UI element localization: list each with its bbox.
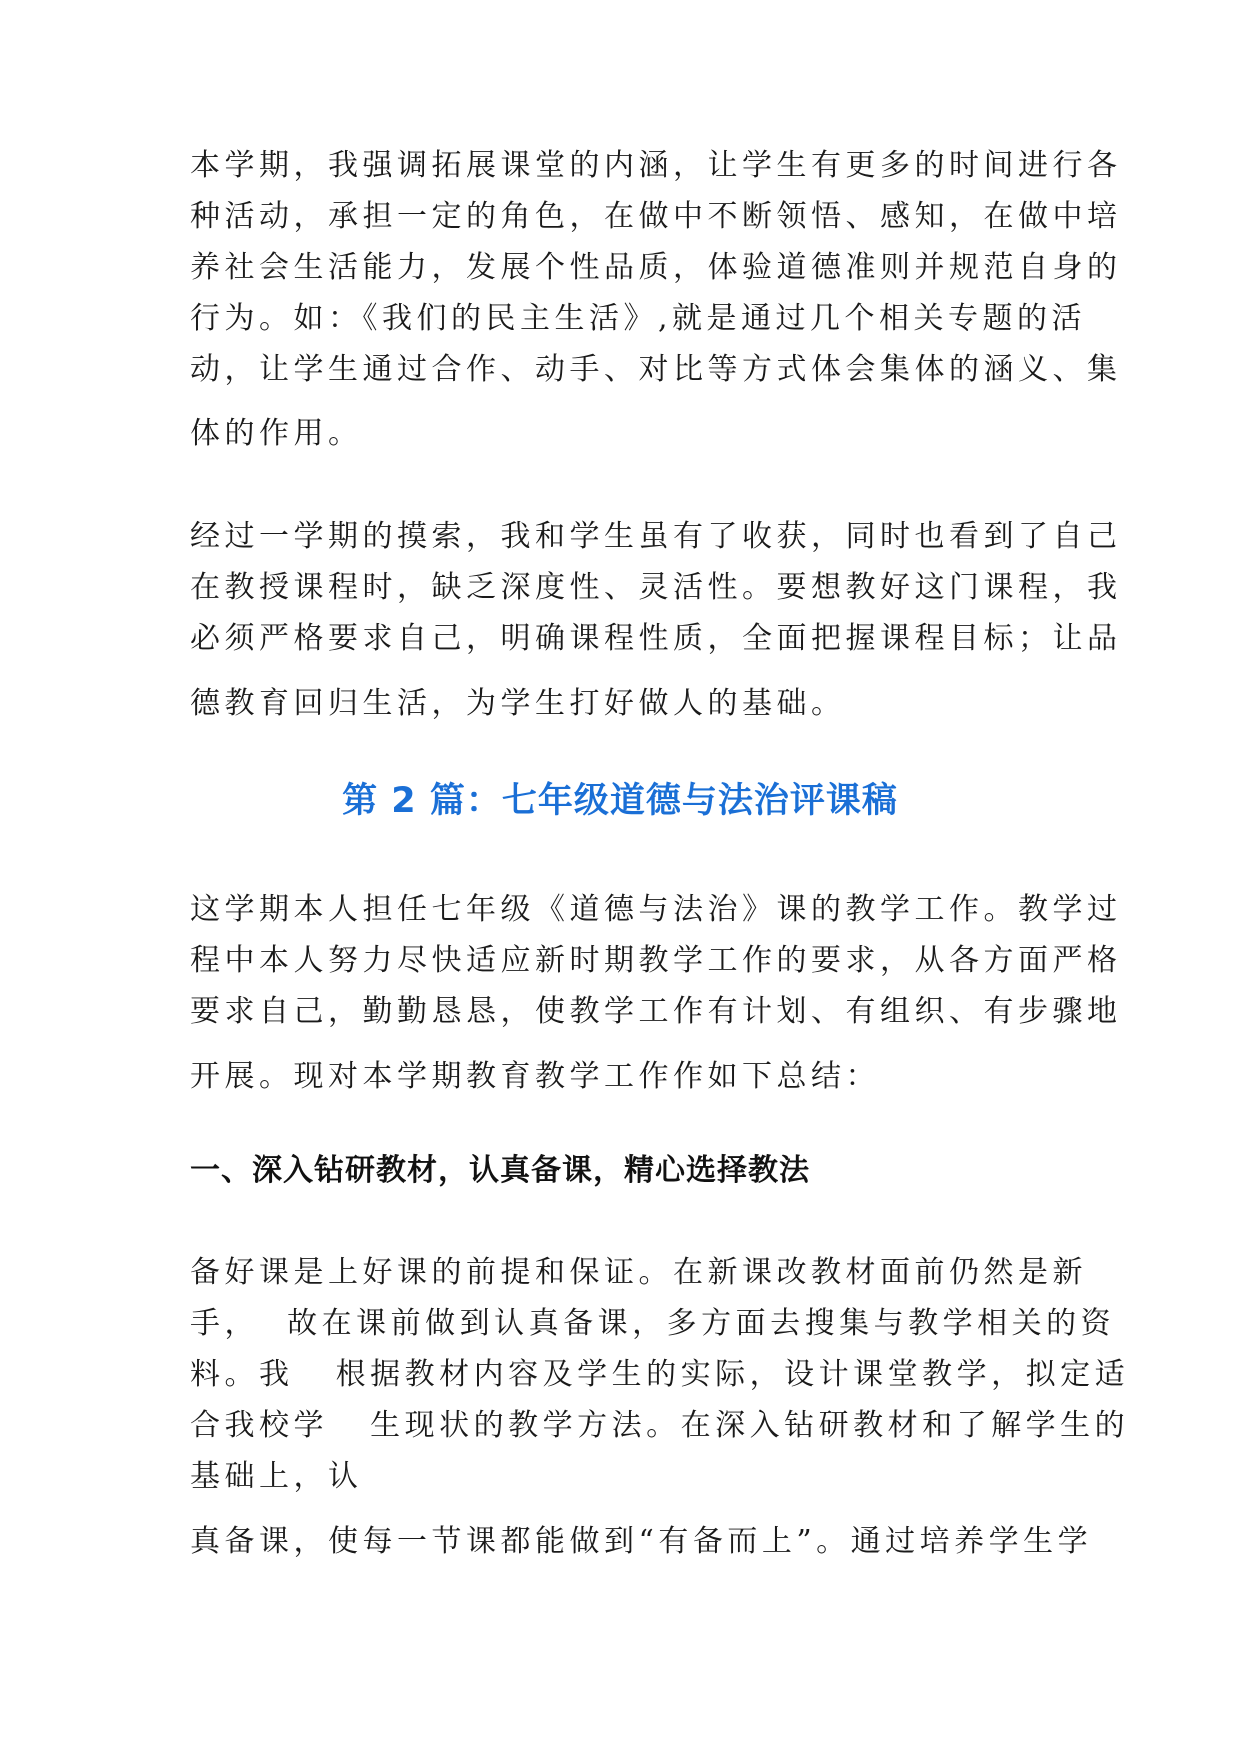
paragraph-line: 真备课，使每一节课都能做到“有备而上”。通过培养学生学 [190, 1524, 1093, 1559]
paragraph-line: 备好课是上好课的前提和保证。在新课改教材面前仍然是新 [190, 1255, 1087, 1290]
section-heading: 一、深入钻研教材，认真备课，精心选择教法 [190, 1153, 810, 1188]
paragraph-line: 经过一学期的摸索，我和学生虽有了收获，同时也看到了自己 [190, 519, 1122, 554]
paragraph-line: 动，让学生通过合作、动手、对比等方式体会集体的涵义、集 [190, 352, 1122, 387]
paragraph-line: 料。我 根据教材内容及学生的实际，设计课堂教学，拟定适 [190, 1357, 1130, 1392]
paragraph-line: 手， 故在课前做到认真备课，多方面去搜集与教学相关的资 [190, 1306, 1116, 1341]
paragraph-line: 本学期，我强调拓展课堂的内涵，让学生有更多的时间进行各 [190, 148, 1122, 183]
paragraph-line: 德教育回归生活，为学生打好做人的基础。 [190, 686, 846, 721]
paragraph-line: 行为。如：《我们的民主生活》,就是通过几个相关专题的活 [190, 301, 1087, 336]
paragraph-line: 这学期本人担任七年级《道德与法治》课的教学工作。教学过 [190, 892, 1122, 927]
paragraph-line: 体的作用。 [190, 416, 363, 451]
paragraph-line: 程中本人努力尽快适应新时期教学工作的要求，从各方面严格 [190, 943, 1122, 978]
paragraph-line: 养社会生活能力，发展个性品质，体验道德准则并规范自身的 [190, 250, 1122, 285]
paragraph-line: 合我校学 生现状的教学方法。在深入钻研教材和了解学生的 [190, 1408, 1130, 1443]
paragraph-line: 种活动，承担一定的角色，在做中不断领悟、感知，在做中培 [190, 199, 1122, 234]
paragraph-line: 开展。现对本学期教育教学工作作如下总结： [190, 1059, 880, 1094]
article-title: 第 2 篇：七年级道德与法治评课稿 [342, 781, 898, 821]
paragraph-line: 在教授课程时，缺乏深度性、灵活性。要想教好这门课程，我 [190, 570, 1122, 605]
paragraph-line: 必须严格要求自己，明确课程性质，全面把握课程目标；让品 [190, 621, 1122, 656]
paragraph-line: 要求自己，勤勤恳恳，使教学工作有计划、有组织、有步骤地 [190, 994, 1122, 1029]
paragraph-line: 基础上，认 [190, 1459, 363, 1494]
